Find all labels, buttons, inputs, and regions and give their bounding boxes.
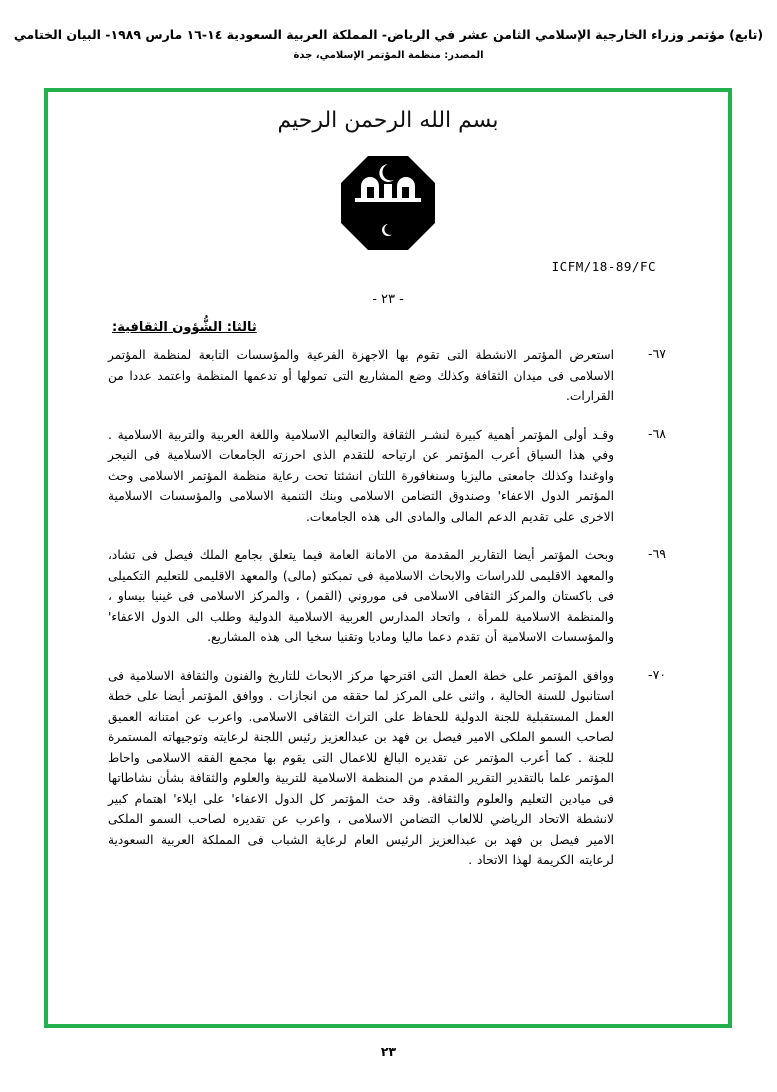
paragraph-number: -٧٠ — [648, 666, 666, 682]
basmala-text: بسم الله الرحمن الرحيم — [277, 108, 499, 133]
paragraph-number: -٦٧ — [648, 346, 666, 361]
oic-emblem-icon — [339, 154, 437, 252]
header-title: (تابع) مؤتمر وزراء الخارجية الإسلامي الثامن عشر في الرياض- المملكة العربية السعودية ١٤-١٦ مارس ١٩٨٩- البيان الختامي — [13, 27, 764, 42]
inner-page-number: - ٢٣ - — [372, 292, 404, 307]
paragraph-text: ووافق المؤتمر على خطة العمل التى اقترحها مركز الابحاث للتاريخ والفنون والثقافة الاسلامية فى استانبول للسنة الحالية ، واثنى على المركز لما حققه من انجازات . ووافق المؤتمر أيضا على خطة العمل المستقبلية للجنة الدولية للحفاظ على التراث الثقافى الاسلامى. واعرب عن امتنانه العميق لصاحب السمو الملكى الامير فيصل بن فهد بن عبدالعزيز رئيس اللجنة لرعايته وتوجيهاته المستمرة للجنة . كما أعرب المؤتمر عن تقديره البالغ للاعمال التى يقوم بها مجمع الفقه الاسلامى واحاط المؤتمر علما بالتقدير التقرير المقدم من المنظمة الاسلامية للتربية والعلوم والثقافة بشأن نشاطاتها فى ميادين التعليم والعلوم والثقافة. وقد حث المؤتمر كل الدول الاعفاء' على ايلاء' اهتمام كبير لانشطة الاتحاد الرياضي للالعاب التضامن الاسلامى ، واعرب عن تقديره لصاحب السمو الملكى الامير فيصل بن فهد بن عبدالعزيز الرئيس العام لرعاية الشباب فى المملكة العربية السعودية لرعايته الكريمة لهذا الاتحاد . — [108, 668, 614, 867]
content-area — [48, 320, 728, 889]
paragraph-text: وبحث المؤتمر أيضا التقارير المقدمة من الامانة العامة فيما يتعلق بجامع الملك فيصل فى تشاد، والمعهد الاقليمى للدراسات والابحاث الاسلامية فى تمبكتو (مالى) والمعهد الاقليمى للتعليم التكميلى فى باكستان والمركز الثقافى الاسلامى فى موروني (القمر) ، والمركز الاسلامى فى غينيا بيساو ، والمنظمة الاسلامية للمرأة ، واتحاد المدارس العربية الاسلامية الدولية وطلب الى الدول الاعفاء' والمؤسسات الاسلامية أن تقدم دعما ماليا وماديا وتقنيا سخيا الى هذه المشاريع. — [108, 548, 614, 644]
paragraph-number: -٦٩ — [648, 546, 666, 561]
paragraph-item — [108, 425, 666, 528]
paragraph-item — [108, 345, 666, 407]
paragraph-number: -٦٨ — [648, 425, 666, 441]
document-frame — [44, 88, 732, 1028]
header-source: المصدر: منظمة المؤتمر الإسلامي، جدة — [293, 50, 484, 61]
paragraph-item — [108, 545, 666, 648]
paragraph-text: وقـد أولى المؤتمر أهمية كبيرة لنشـر الثقافة والتعاليم الاسلامية واللغة العربية والتربية الاسلامية . وفي هذا السياق أعرب المؤتمر عن ارتياحه للتقدم الذى احرزته الجامعات الاسلامية فى النيجر واوغندا وكذلك جامعتى ماليزيا وسنغافورة اللتان انشئتا تحت رعاية منظمة المؤتمر الاسلامى وحث المؤتمر الدول الاعفاء' وصندوق التضامن الاسلامى وبنك التنمية الاسلامى والمؤسسات الاسلامية الاخرى على تقديم الدعم المالى والمادى الى هذه الجامعات. — [108, 427, 614, 524]
paragraph-text: استعرض المؤتمر الانشطة التى تقوم بها الاجهزة الفرعية والمؤسسات التابعة لمنظمة المؤتمر الاسلامى فى ميدان الثقافة وكذلك وضع المشاريع التى تمولها أو تدعمها المنظمة واعتمد عددا من القرارات. — [108, 348, 614, 403]
footer-page-number: ٢٣ — [380, 1044, 397, 1059]
document-code: ICFM/18-89/FC — [551, 259, 656, 274]
paragraph-item — [108, 666, 666, 871]
document-body — [48, 92, 728, 1024]
section-title: ثالثا: الشُّؤون الثقافية: — [112, 320, 257, 335]
page-header — [0, 26, 777, 63]
emblem-container — [48, 154, 728, 252]
